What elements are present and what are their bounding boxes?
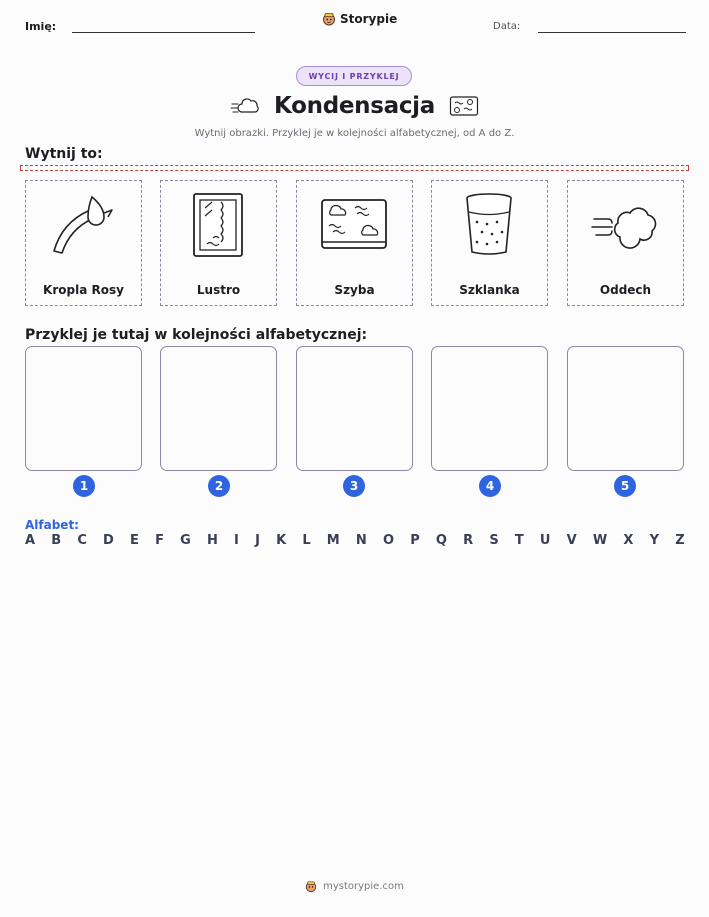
footer-url[interactable]: mystorypie.com (323, 881, 404, 892)
footer (0, 880, 709, 893)
alphabet-letter: Z (675, 533, 685, 548)
cut-card-szyba[interactable] (296, 180, 413, 306)
card-label: Lustro (196, 283, 241, 297)
card-label: Szyba (334, 283, 375, 297)
alphabet-letter: L (302, 533, 311, 548)
cut-line (20, 165, 689, 171)
brand-name: Storypie (340, 12, 398, 26)
alphabet-letter: S (489, 533, 499, 548)
card-label: Szklanka (459, 283, 520, 297)
alphabet-letter: M (326, 533, 340, 548)
alphabet-letter: P (410, 533, 420, 548)
instructions: Wytnij obrazki. Przyklej je w kolejności alfabetycznej, od A do Z. (194, 128, 515, 139)
alphabet-letter: D (103, 533, 114, 548)
alphabet-letter: J (255, 533, 260, 548)
window-pane-icon (319, 196, 389, 254)
slot-number: 3 (343, 475, 365, 497)
activity-badge: WYCIJ I PRZYKLEJ (296, 66, 412, 86)
paste-slot-3[interactable] (296, 346, 413, 471)
alphabet-letter: Y (649, 533, 660, 548)
brand-logo (322, 12, 397, 26)
breath-icon (590, 197, 660, 253)
slot-number: 2 (208, 475, 230, 497)
mirror-icon (191, 192, 245, 258)
cut-card-lustro[interactable] (160, 180, 277, 306)
name-label: Imię: (25, 20, 57, 33)
cut-card-oddech[interactable] (567, 180, 684, 306)
alphabet-letter: B (51, 533, 62, 548)
dew-drop-icon (48, 193, 118, 257)
date-line[interactable] (538, 32, 686, 33)
alphabet-label: Alfabet: (25, 518, 79, 532)
alphabet-letter: R (463, 533, 474, 548)
name-line[interactable] (72, 32, 255, 33)
breath-cloud-icon (230, 95, 260, 117)
page-title: Kondensacja (274, 93, 435, 119)
alphabet-letter: G (180, 533, 191, 548)
slot-number: 4 (479, 475, 501, 497)
cut-card-kropla-rosy[interactable] (25, 180, 142, 306)
foggy-window-icon (449, 95, 479, 117)
date-label: Data: (493, 21, 521, 32)
alphabet-letter: W (592, 533, 608, 548)
alphabet-letter: A (25, 533, 36, 548)
cut-card-szklanka[interactable] (431, 180, 548, 306)
alphabet-letter: I (234, 533, 239, 548)
alphabet-letter: N (355, 533, 367, 548)
alphabet-letter: O (382, 533, 395, 548)
alphabet-letter: F (155, 533, 164, 548)
alphabet-row (25, 533, 685, 548)
paste-slot-5[interactable] (567, 346, 684, 471)
cut-section-label: Wytnij to: (25, 146, 103, 162)
card-label: Oddech (599, 283, 652, 297)
alphabet-letter: C (77, 533, 87, 548)
alphabet-letter: K (276, 533, 287, 548)
paste-slot-4[interactable] (431, 346, 548, 471)
alphabet-letter: X (623, 533, 634, 548)
slot-number: 1 (73, 475, 95, 497)
card-label: Kropla Rosy (43, 283, 124, 297)
paste-slot-1[interactable] (25, 346, 142, 471)
paste-section-label: Przyklej je tutaj w kolejności alfabetycznej: (25, 327, 368, 343)
alphabet-letter: U (539, 533, 551, 548)
alphabet-letter: Q (435, 533, 447, 548)
title-row (0, 93, 709, 123)
alphabet-letter: H (206, 533, 218, 548)
alphabet-letter: T (514, 533, 524, 548)
alphabet-letter: E (130, 533, 139, 548)
slot-number: 5 (614, 475, 636, 497)
glass-icon (463, 192, 515, 258)
alphabet-letter: V (566, 533, 577, 548)
storypie-mascot-icon (322, 12, 336, 26)
storypie-mascot-icon (305, 880, 317, 893)
paste-slot-2[interactable] (160, 346, 277, 471)
